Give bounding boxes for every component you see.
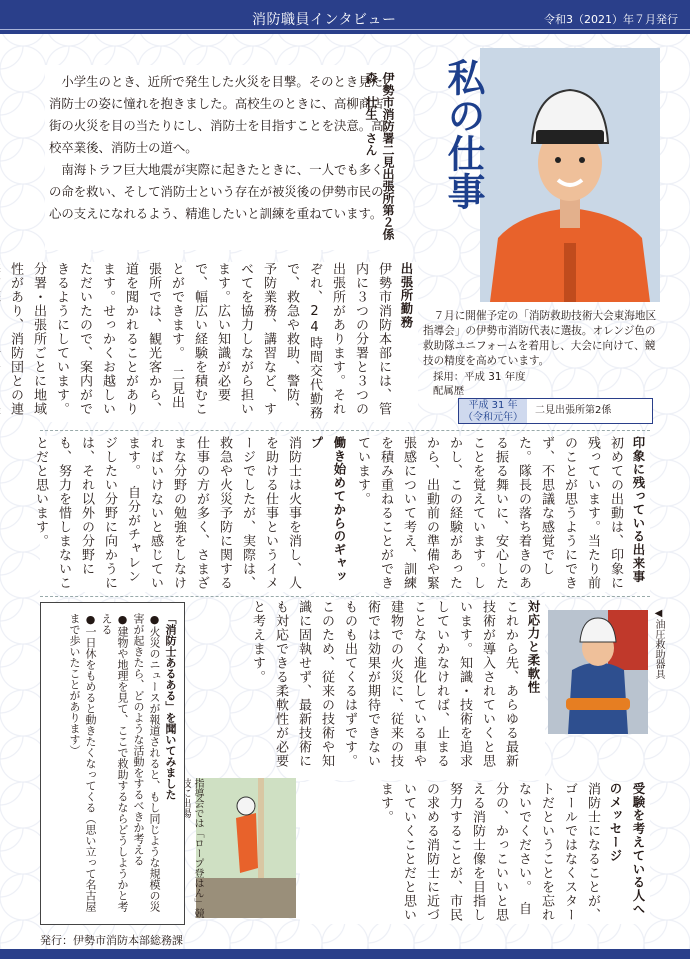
section-heading: 印象に残っている出来事 (631, 436, 646, 584)
publisher-footer: 発行：伊勢市消防本部総務課 (40, 934, 183, 947)
bullet-icon: ● (84, 613, 97, 626)
section-body: 消防士になることが、ゴールではなくスタートだということを忘れないでください。 自分の、かっこいいと思える消防士像を目指し努力することが、市民の求める消防士に近づいていくことだと思います。 (378, 782, 600, 922)
hire-info (433, 370, 526, 398)
section-heading: 対応力と柔軟性 (526, 600, 541, 694)
intro-text (45, 65, 392, 250)
affiliation: 伊勢市消防署二見出張所第２係 (381, 72, 395, 240)
aruaru-box (40, 602, 185, 925)
rope-climb-illustration (196, 778, 296, 918)
photo-caption: ７月に開催予定の「消防救助技術大会東海地区指導会」の伊勢市消防代表に選抜。オレンジ色の救助隊ユニフォームを着用し、大会に向けて、競技の精度を高めています。 (423, 310, 657, 367)
section-heading: 出張所勤務 (399, 262, 414, 329)
profile-name-block (362, 72, 396, 252)
header-rule (0, 29, 690, 30)
hire-year: 採用：平成 31 年度 (433, 371, 526, 383)
section-body: 初めての出動は、印象に残っています。当たり前のことが思うようにできず、不思議な感覚でした。隊長の落ち着きのある振る舞いに、安心したことを覚えています。しかし、この経験があったから、出動前の準備や緊張感について考え、訓練を積み重ねることができています。 (355, 436, 623, 590)
rope-climb-caption: 指導会では「ロープ登はん」競 (192, 778, 203, 918)
band-divider (40, 596, 650, 597)
section-body: これから先、あらゆる最新技術が導入されていくと思います。知識・技術を追求していかなければ、止まることなく進化している車や建物での火災に、従来の技術では効果が期待できないものも出てくるはずです。このため、従来の技術や知識に固執せず、最新技術にも対応できる柔軟性が必要と考えます。 (250, 600, 518, 768)
person-name: 森 壮生 さん (364, 72, 378, 156)
rescue-tool-photo (548, 610, 648, 734)
section-body: 消防士は火事を消し、人を助ける仕事というイメージでしたが、実際は、救急や火災予防に関する仕事の方が多く、さまざまな分野の勉強をしなければいけないと感じています。 自分がチャレンジしたい分野に向かうには、それ以外の分野にも、努力を惜しまないことだと思います。 (33, 436, 301, 590)
aruaru-item: 火災のニュースが報道されると、もし同じような規模の災害が起きたら、どのような活動をするべきか考える (132, 613, 161, 912)
footer-bar (0, 949, 690, 959)
aruaru-item: 一日休をもめると動きたくなってくる（思い立って名古屋まで歩いたことがあります） (68, 613, 97, 912)
header-bar (0, 0, 690, 34)
section-impression-and-gap (33, 436, 650, 592)
dept-history-table (458, 398, 653, 424)
page-title: 私の仕事 (441, 58, 485, 210)
band-divider (40, 430, 650, 431)
section-heading: 働き始めてからのギャップ (309, 436, 347, 584)
section-flexibility (250, 600, 545, 780)
intro-paragraph-1: 小学生のとき、近所で発生した火災を目撃。そのとき見た消防士の姿に憧れを抱きました。高校生のときに、高柳商店街の火災を目の当たりにし、消防士を目指すことを決意。高校卒業後、消防士の道へ。 (49, 74, 384, 155)
section-body: 伊勢市消防本部には、管内に３つの分署と３つの出張所があります。それぞれ、24時間交代勤務で、救急や救助、警防、予防業務、講習など、すべてを協力しながら担います。広い知識が必要で、幅広い経験を積むことができます。 二見出張所では、観光客から、道を聞かれることがあります。せっかくお越しいただいたので、案内ができるようにしています。分署・出張所ごとに地域性があり、消防団との連 (8, 262, 391, 420)
aruaru-title: 「消防士あるある」を聞いてみました (164, 613, 177, 800)
section-heading: 受験を考えている人へのメッセージ (608, 782, 646, 916)
dept-year: 平成 31 年（令和元年） (459, 399, 527, 423)
dept-history-label: 配属歴 (433, 385, 465, 397)
intro-paragraph-2: 南海トラフ巨大地震が実際に起きたときに、一人でも多くの命を救い、そして消防士という存在が被災後の伊勢市民の心の支えになれるよう、精進したいと訓練を重ねています。 (49, 162, 384, 221)
firefighter-portrait-illustration (480, 48, 660, 302)
rescue-tool-caption: ◀油圧救助器具 (653, 608, 664, 679)
aruaru-item: 建物や地理を見て、ここで救助するならどうしようかと考える (100, 613, 129, 912)
bullet-icon: ● (116, 613, 129, 626)
issue-date: 令和3（2021）年７月発行 (544, 13, 678, 26)
dept-place: 二見出張所第2係 (535, 405, 612, 416)
header-title: 消防職員インタビュー (252, 12, 397, 28)
rope-climb-photo (196, 778, 296, 918)
rescue-tool-illustration (548, 610, 648, 734)
portrait-photo (480, 48, 660, 302)
section-shucchojo (8, 262, 418, 422)
bullet-icon: ● (148, 613, 161, 626)
section-message (300, 782, 650, 924)
